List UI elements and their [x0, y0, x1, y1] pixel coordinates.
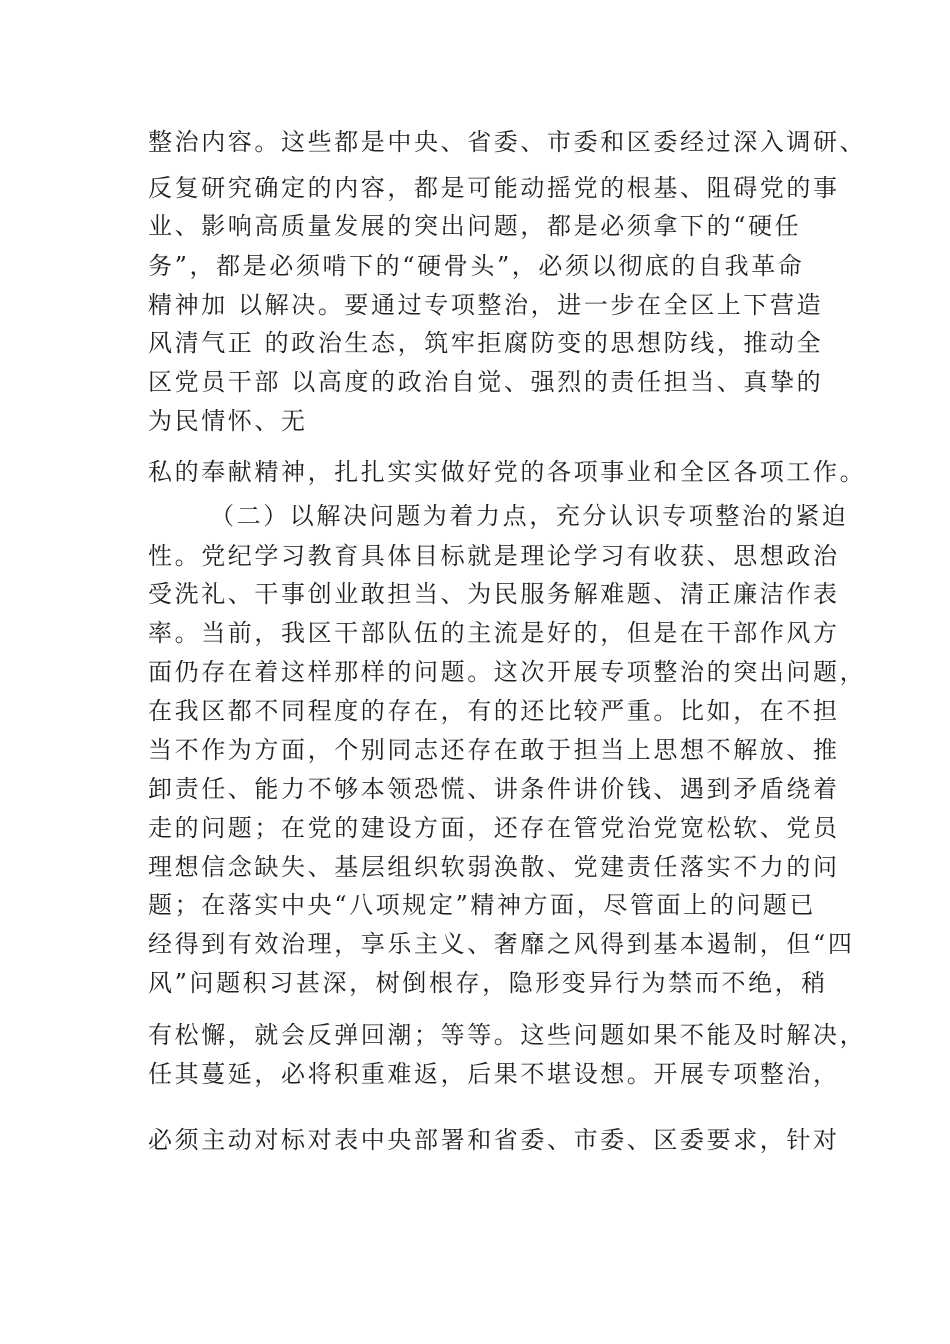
paragraph-heading: （二）以解决问题为着力点，充分认识专项整治的紧迫	[210, 502, 849, 530]
text-line: 受洗礼、干事创业敢担当、为民服务解难题、清正廉洁作表	[148, 580, 840, 608]
text-line: 有松懈，就会反弹回潮；等等。这些问题如果不能及时解决，	[148, 1021, 867, 1049]
text-line: 任其蔓延，必将积重难返，后果不堪设想。开展专项整治，	[148, 1060, 840, 1088]
text-line: 整治内容。这些都是中央、省委、市委和区委经过深入调研、	[148, 128, 867, 156]
text-line: 精神加 以解决。要通过专项整治，进一步在全区上下营造	[148, 291, 824, 319]
text-line: 反复研究确定的内容，都是可能动摇党的根基、阻碍党的事	[148, 174, 840, 202]
text-line: 经得到有效治理，享乐主义、奢靡之风得到基本遏制，但“四	[148, 930, 855, 958]
text-line: 理想信念缺失、基层组织软弱涣散、党建责任落实不力的问	[148, 853, 840, 881]
text-line: 务”，都是必须啃下的“硬骨头”，必须以彻底的自我革命	[148, 252, 805, 280]
text-line: 为民情怀、无	[148, 407, 308, 435]
text-line: 业、影响高质量发展的突出问题，都是必须拿下的“硬任	[148, 212, 802, 240]
text-line: 性。党纪学习教育具体目标就是理论学习有收获、思想政治	[148, 542, 840, 570]
text-line: 区党员干部 以高度的政治自觉、强烈的责任担当、真挚的	[148, 368, 824, 396]
text-line: 风清气正 的政治生态，筑牢拒腐防变的思想防线，推动全	[148, 329, 824, 357]
text-line: 必须主动对标对表中央部署和省委、市委、区委要求，针对	[148, 1126, 840, 1154]
text-line: 走的问题；在党的建设方面，还存在管党治党宽松软、党员	[148, 814, 840, 842]
text-line: 私的奉献精神，扎扎实实做好党的各项事业和全区各项工作。	[148, 458, 867, 486]
text-line: 题；在落实中央“八项规定”精神方面，尽管面上的问题已	[148, 891, 817, 919]
text-line: 面仍存在着这样那样的问题。这次开展专项整治的突出问题，	[148, 658, 867, 686]
text-line: 在我区都不同程度的存在，有的还比较严重。比如，在不担	[148, 697, 840, 725]
text-line: 风”问题积习甚深，树倒根存，隐形变异行为禁而不绝，稍	[148, 969, 828, 997]
text-line: 率。当前，我区干部队伍的主流是好的，但是在干部作风方	[148, 619, 840, 647]
text-line: 卸责任、能力不够本领恐慌、讲条件讲价钱、遇到矛盾绕着	[148, 775, 840, 803]
text-line: 当不作为方面，个别同志还存在敢于担当上思想不解放、推	[148, 736, 840, 764]
